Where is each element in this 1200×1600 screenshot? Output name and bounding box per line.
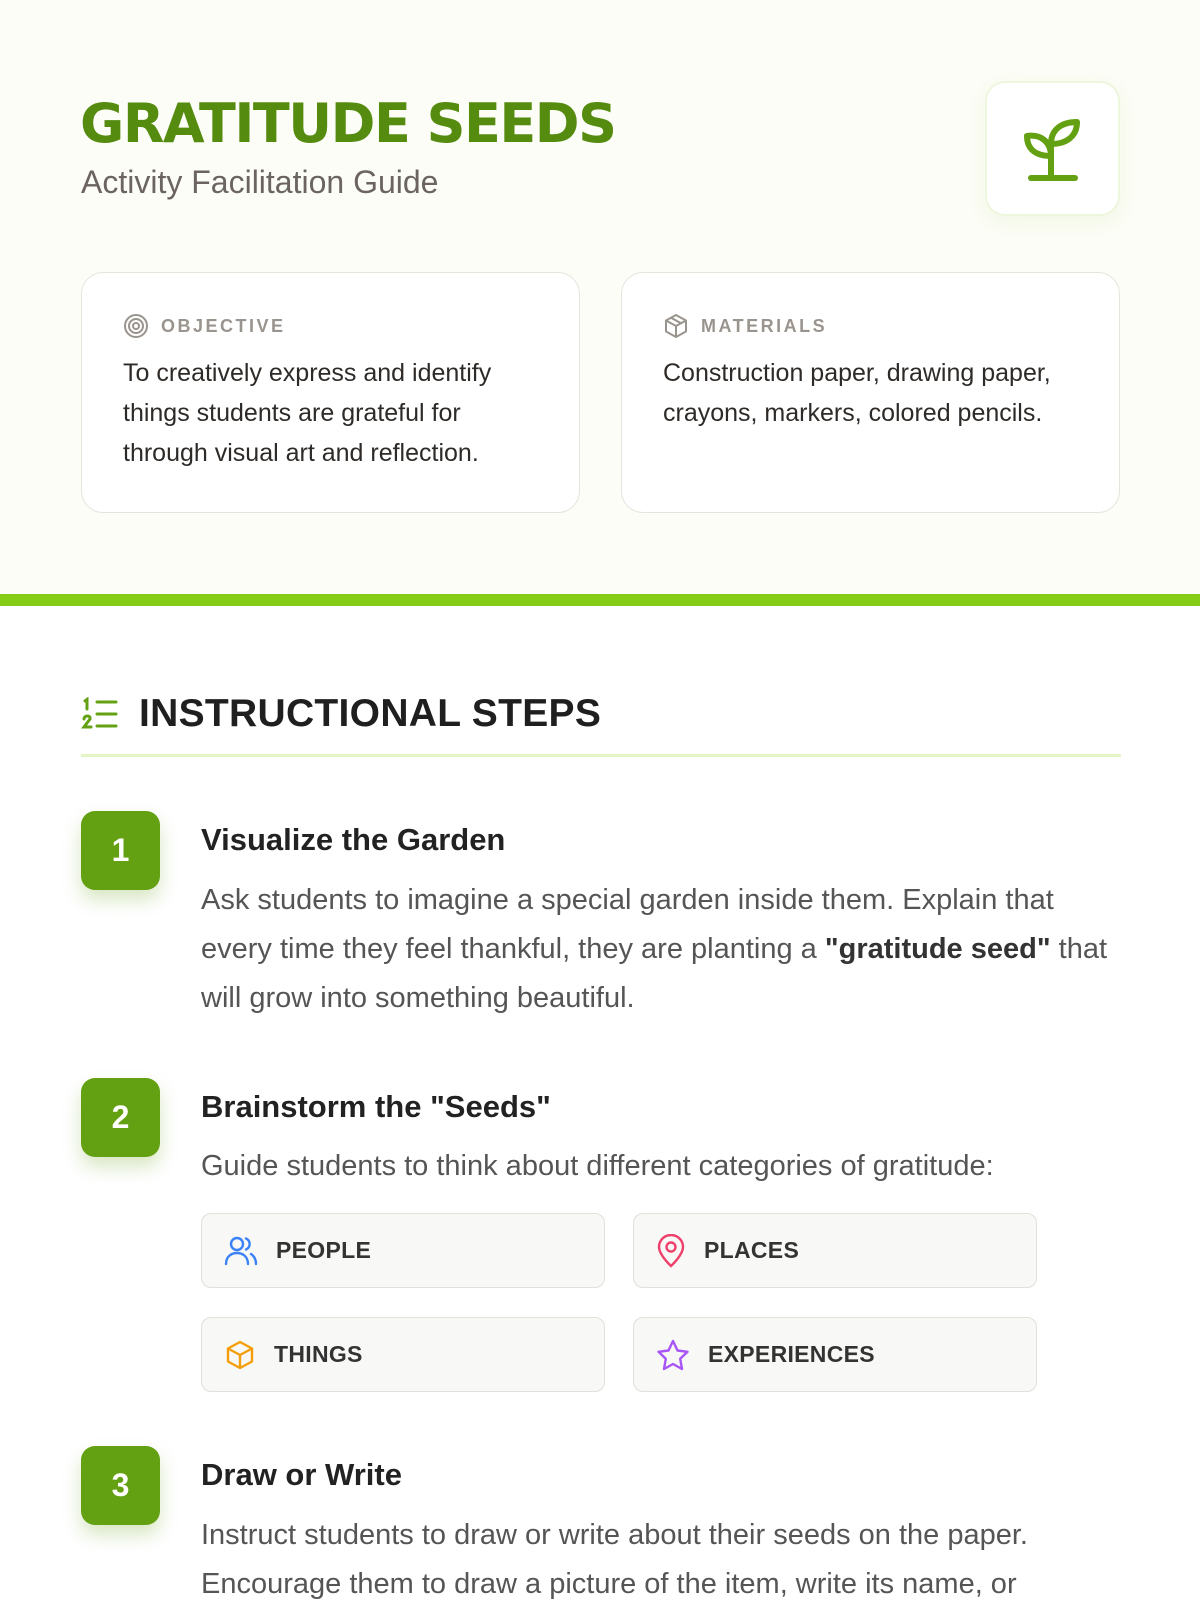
materials-text: Construction paper, drawing paper, crayons, markers, colored pencils. bbox=[663, 359, 1051, 427]
logo-badge bbox=[985, 81, 1120, 216]
step-title: Draw or Write bbox=[201, 1457, 402, 1492]
objective-card bbox=[81, 272, 580, 513]
people-icon bbox=[224, 1235, 258, 1267]
page-subtitle: Activity Facilitation Guide bbox=[81, 164, 439, 200]
category-label: THINGS bbox=[274, 1341, 363, 1367]
sprout-icon bbox=[1021, 114, 1085, 184]
star-icon bbox=[656, 1339, 690, 1371]
page-title: GRATITUDE SEEDS bbox=[80, 92, 616, 155]
emphasis-text: "gratitude seed" bbox=[824, 933, 1051, 965]
objective-text: To creatively express and identify things students are grateful for through visual art and reflection. bbox=[123, 359, 492, 467]
target-icon bbox=[123, 313, 149, 339]
category-label: EXPERIENCES bbox=[708, 1341, 875, 1367]
category-chip-experiences bbox=[633, 1317, 1037, 1392]
materials-label: MATERIALS bbox=[701, 315, 828, 336]
category-label: PLACES bbox=[704, 1237, 800, 1263]
step-description: Ask students to imagine a special garden inside them. Explain that every time they feel thankful, they are planting a "gratitude seed" that will grow into something beautiful. bbox=[201, 884, 1108, 1014]
objective-label: OBJECTIVE bbox=[161, 315, 286, 336]
category-chip-things bbox=[201, 1317, 605, 1392]
category-label: PEOPLE bbox=[276, 1237, 372, 1263]
step-description: Instruct students to draw or write about their seeds on the paper. Encourage them to draw a picture of the item, write its name, or bbox=[201, 1519, 1028, 1600]
hero-divider bbox=[0, 594, 1200, 606]
step-number: 1 bbox=[81, 811, 160, 890]
package-icon bbox=[663, 313, 689, 339]
steps-section-header bbox=[81, 690, 601, 738]
section-divider bbox=[81, 754, 1121, 757]
step-title: Brainstorm the "Seeds" bbox=[201, 1089, 551, 1124]
box-icon bbox=[224, 1339, 256, 1371]
step-title: Visualize the Garden bbox=[201, 822, 506, 857]
step-number: 3 bbox=[81, 1446, 160, 1525]
numbered-list-icon bbox=[81, 697, 119, 731]
map-pin-icon bbox=[656, 1234, 686, 1268]
category-chip-people bbox=[201, 1213, 605, 1288]
step-description: Guide students to think about different categories of gratitude: bbox=[201, 1150, 994, 1182]
category-chip-places bbox=[633, 1213, 1037, 1288]
step-number: 2 bbox=[81, 1078, 160, 1157]
steps-section-title: INSTRUCTIONAL STEPS bbox=[139, 692, 602, 735]
materials-card bbox=[621, 272, 1120, 513]
